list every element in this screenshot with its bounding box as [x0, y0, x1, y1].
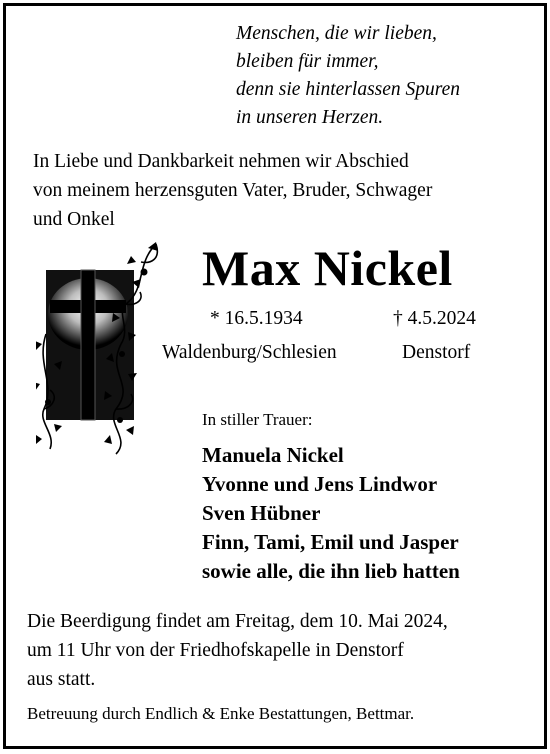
undertaker-credit: Betreuung durch Endlich & Enke Bestattungen, Bettmar.: [27, 704, 415, 723]
intro-line: und Onkel: [33, 209, 115, 230]
birth-date: * 16.5.1934: [210, 308, 303, 329]
mourning-label: In stiller Trauer:: [202, 410, 313, 429]
mourner-name: Yvonne und Jens Lindwor: [202, 472, 438, 496]
funeral-line: Die Beerdigung findet am Freitag, dem 10. Mai 2024,: [27, 611, 448, 632]
intro-line: von meinem herzensguten Vater, Bruder, Schwager: [33, 180, 433, 201]
poem-line: bleiben für immer,: [236, 51, 379, 72]
birth-place: Waldenburg/Schlesien: [162, 342, 337, 363]
poem-line: denn sie hinterlassen Spuren: [236, 79, 461, 100]
funeral-line: aus statt.: [27, 669, 96, 690]
mourner-name: sowie alle, die ihn lieb hatten: [202, 559, 460, 583]
death-place: Denstorf: [402, 342, 471, 363]
funeral-details: [27, 607, 448, 694]
intro-line: In Liebe und Dankbarkeit nehmen wir Abschied: [33, 151, 409, 172]
mourner-name: Sven Hübner: [202, 501, 321, 525]
cross-with-ivy-icon: [36, 234, 166, 459]
mourners-list: [202, 441, 460, 586]
mourner-name: Finn, Tami, Emil und Jasper: [202, 530, 459, 554]
intro-text: [33, 147, 432, 234]
death-date: † 4.5.2024: [393, 308, 476, 329]
poem-line: in unseren Herzen.: [236, 107, 384, 128]
poem-verse: [236, 20, 460, 132]
poem-line: Menschen, die wir lieben,: [236, 23, 437, 44]
deceased-name: Max Nickel: [202, 240, 453, 296]
mourner-name: Manuela Nickel: [202, 443, 344, 467]
funeral-line: um 11 Uhr von der Friedhofskapelle in Denstorf: [27, 640, 404, 661]
